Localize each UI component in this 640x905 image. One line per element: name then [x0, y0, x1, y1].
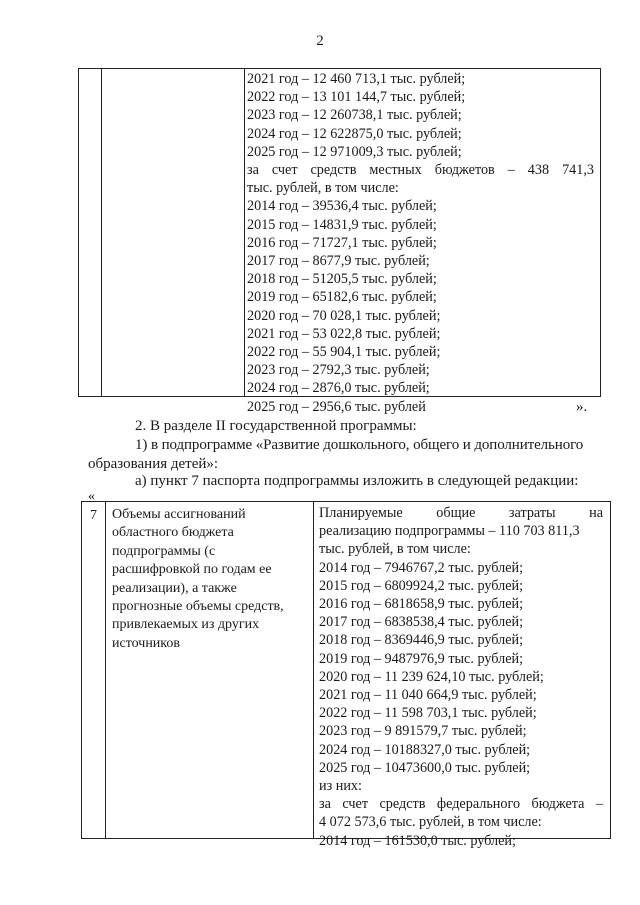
funding-line: 2024 год – 12 622875,0 тыс. рублей; — [247, 125, 462, 142]
funding-line: 2018 год – 8369446,9 тыс. рублей; — [319, 632, 524, 649]
funding-line: 2014 год – 161530,0 тыс. рублей; — [319, 832, 516, 849]
funding-line: 2014 год – 7946767,2 тыс. рублей; — [319, 559, 524, 576]
funding-lines — [247, 70, 594, 416]
table-column-divider — [244, 69, 245, 396]
funding-line: 2021 год – 11 040 664,9 тыс. рублей; — [319, 687, 537, 704]
description-line: расшифровкой по годам ее — [112, 562, 272, 578]
funding-line: 2022 год – 55 904,1 тыс. рублей; — [247, 344, 441, 361]
table-column-divider — [101, 69, 102, 396]
funding-line: 2025 год – 10473600,0 тыс. рублей; — [319, 759, 531, 776]
funding-line: 2023 год – 9 891579,7 тыс. рублей; — [319, 723, 527, 740]
funding-line: 2019 год – 65182,6 тыс. рублей; — [247, 289, 437, 306]
subprogram-funding-lines — [319, 504, 603, 850]
funding-line: 2023 год – 2792,3 тыс. рублей; — [247, 362, 430, 379]
table-column-divider — [313, 502, 314, 838]
description-line: привлекаемых из других — [112, 617, 260, 633]
funding-line: 2018 год – 51205,5 тыс. рублей; — [247, 271, 437, 288]
description-line: реализации), а также — [112, 580, 237, 596]
paragraph-item-7: а) пункт 7 паспорта подпрограммы изложить в следующей редакции: — [135, 473, 579, 489]
funding-line: 2020 год – 70 028,1 тыс. рублей; — [247, 307, 441, 324]
paragraph-subprogram: 1) в подпрограмме «Развитие дошкольного, общего и дополнительного — [135, 437, 584, 453]
subprogram-passport-table — [81, 501, 611, 849]
funding-line: за счет средств местных бюджетов – 438 741,3 — [247, 162, 594, 179]
funding-line: 2022 год – 13 101 144,7 тыс. рублей; — [247, 89, 466, 106]
funding-line: 2021 год – 53 022,8 тыс. рублей; — [247, 325, 441, 342]
paragraph-section-amendment: 2. В разделе II государственной программы: — [135, 418, 417, 434]
funding-line: 2019 год – 9487976,9 тыс. рублей; — [319, 650, 524, 667]
page-number: 2 — [316, 33, 324, 49]
funding-line: 2022 год – 11 598 703,1 тыс. рублей; — [319, 705, 537, 722]
row-description — [112, 506, 302, 653]
row-number: 7 — [90, 508, 97, 523]
funding-line: 2023 год – 12 260738,1 тыс. рублей; — [247, 107, 462, 124]
opening-quote: « — [88, 489, 95, 504]
funding-line: 2024 год – 2876,0 тыс. рублей; — [247, 380, 430, 397]
funding-line: за счет средств федерального бюджета – — [319, 796, 603, 813]
funding-line: тыс. рублей, в том числе: — [247, 180, 399, 197]
description-line: Объемы ассигнований — [112, 507, 246, 522]
funding-table-continuation — [78, 68, 601, 415]
funding-line: 2020 год – 11 239 624,10 тыс. рублей; — [319, 668, 544, 685]
description-line: прогнозные объемы средств, — [112, 599, 284, 615]
description-line: источников — [112, 635, 181, 651]
funding-line: 2016 год – 6818658,9 тыс. рублей; — [319, 596, 524, 613]
funding-line: Планируемые общие затраты на — [319, 505, 603, 521]
paragraph-subprogram-cont: образования детей»: — [88, 456, 219, 472]
description-line: подпрограммы (с — [112, 543, 216, 559]
funding-line: 2025 год – 2956,6 тыс. рублей — [247, 398, 426, 415]
funding-line: 2015 год – 6809924,2 тыс. рублей; — [319, 577, 524, 594]
funding-line: из них: — [319, 778, 362, 795]
table-column-divider — [105, 502, 106, 838]
funding-line: 2017 год – 8677,9 тыс. рублей; — [247, 253, 430, 270]
funding-line: 2014 год – 39536,4 тыс. рублей; — [247, 198, 437, 215]
funding-line: 2017 год – 6838538,4 тыс. рублей; — [319, 614, 524, 631]
funding-line: 2024 год – 10188327,0 тыс. рублей; — [319, 741, 531, 758]
description-line: областного бюджета — [112, 525, 234, 541]
funding-line: тыс. рублей, в том числе: — [319, 541, 471, 558]
funding-line: 2015 год – 14831,9 тыс. рублей; — [247, 216, 437, 233]
funding-line: 2025 год – 12 971009,3 тыс. рублей; — [247, 143, 462, 160]
funding-line: 2016 год – 71727,1 тыс. рублей; — [247, 234, 437, 251]
closing-quote: ». — [576, 399, 588, 415]
funding-line: 4 072 573,6 тыс. рублей, в том числе: — [319, 814, 542, 831]
funding-line: реализацию подпрограммы – 110 703 811,3 — [319, 523, 580, 540]
funding-line: 2021 год – 12 460 713,1 тыс. рублей; — [247, 71, 466, 87]
